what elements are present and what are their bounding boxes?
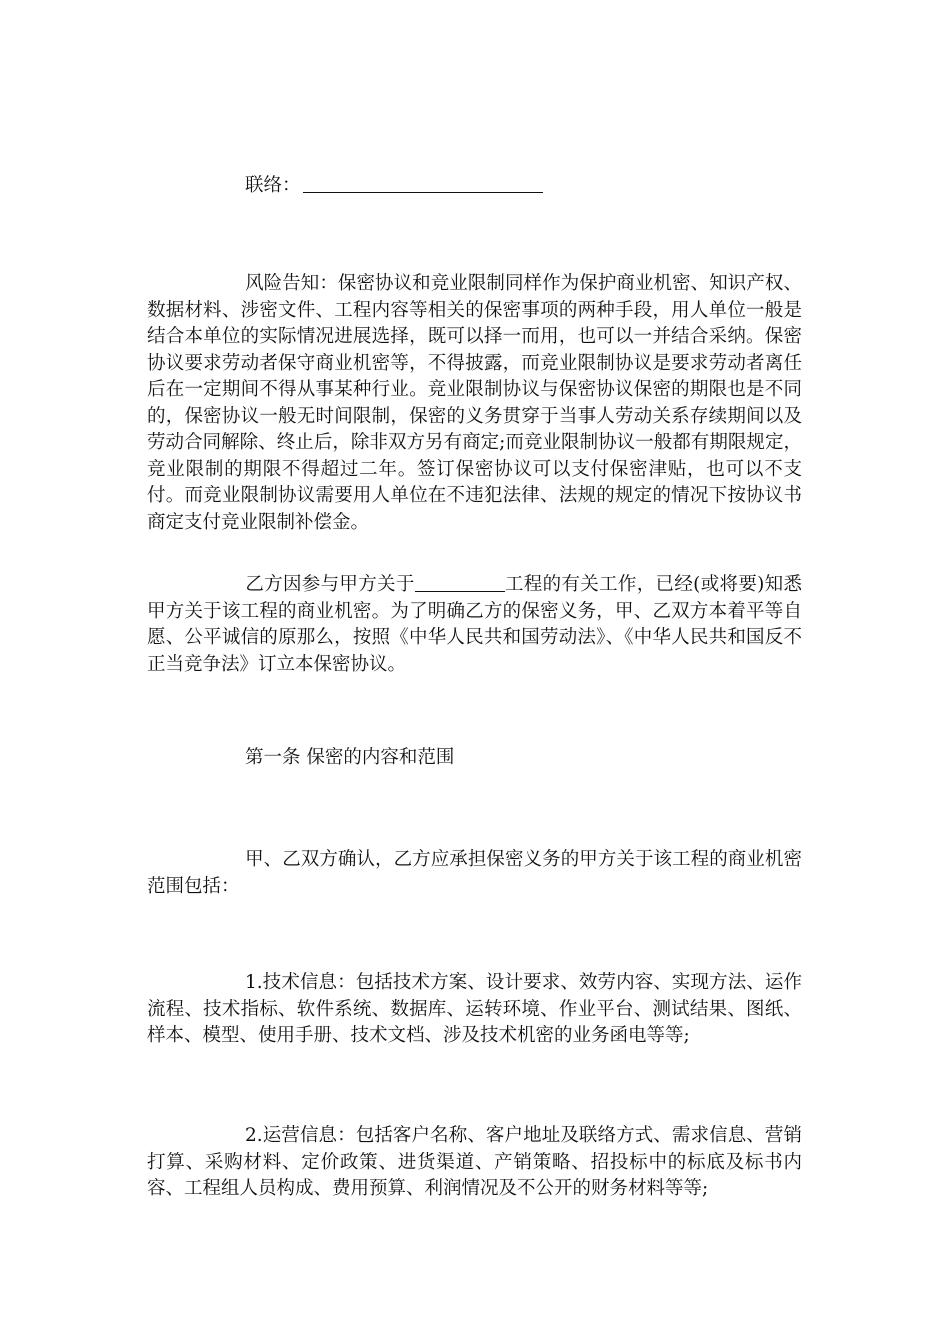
- contact-blank: [303, 174, 543, 193]
- contact-line: [147, 173, 802, 200]
- risk-notice-paragraph: [147, 271, 802, 536]
- operations-info-paragraph: [147, 1123, 802, 1203]
- article1-intro-text: 甲、乙双方确认，乙方应承担保密义务的甲方关于该工程的商业机密范围包括：: [147, 849, 802, 897]
- tech-info-text: 1.技术信息：包括技术方案、设计要求、效劳内容、实现方法、运作流程、技术指标、软件系统、数据库、运转环境、作业平台、测试结果、图纸、样本、模型、使用手册、技术文档、涉及技术机密的业务函电等等;: [147, 972, 802, 1046]
- article1-intro-paragraph: [147, 847, 802, 900]
- project-name-blank: [415, 573, 505, 592]
- preamble-text-after: 工程的有关工作，已经(或将要)知悉甲方关于该工程的商业机密。为了明确乙方的保密义务，甲、乙双方本着平等自愿、公平诚信的原那么，按照《中华人民共和国劳动法》、《中华人民共和国反不正当竞争法》订立本保密协议。: [147, 574, 802, 675]
- preamble-paragraph: [147, 572, 802, 678]
- article1-heading: [147, 745, 802, 772]
- operations-info-text: 2.运营信息：包括客户名称、客户地址及联络方式、需求信息、营销打算、采购材料、定价政策、进货渠道、产销策略、招投标中的标底及标书内容、工程组人员构成、费用预算、利润情况及不公开的财务材料等等;: [147, 1125, 802, 1199]
- tech-info-paragraph: [147, 970, 802, 1050]
- risk-notice-text: 风险告知：保密协议和竞业限制同样作为保护商业机密、知识产权、数据材料、涉密文件、工程内容等相关的保密事项的两种手段，用人单位一般是结合本单位的实际情况进展选择，既可以择一而用，也可以一并结合采纳。保密协议要求劳动者保守商业机密等，不得披露，而竞业限制协议是要求劳动者离任后在一定期间不得从事某种行业。竞业限制协议与保密协议保密的期限也是不同的，保密协议一般无时间限制，保密的义务贯穿于当事人劳动关系存续期间以及劳动合同解除、终止后，除非双方另有商定;而竞业限制协议一般都有期限规定，竞业限制的期限不得超过二年。签订保密协议可以支付保密津贴，也可以不支付。而竞业限制协议需要用人单位在不违犯法律、法规的规定的情况下按协议书商定支付竞业限制补偿金。: [147, 273, 802, 533]
- preamble-text-before: 乙方因参与甲方关于: [245, 574, 415, 595]
- contact-label: 联络：: [245, 175, 301, 196]
- article1-heading-text: 第一条 保密的内容和范围: [245, 747, 455, 768]
